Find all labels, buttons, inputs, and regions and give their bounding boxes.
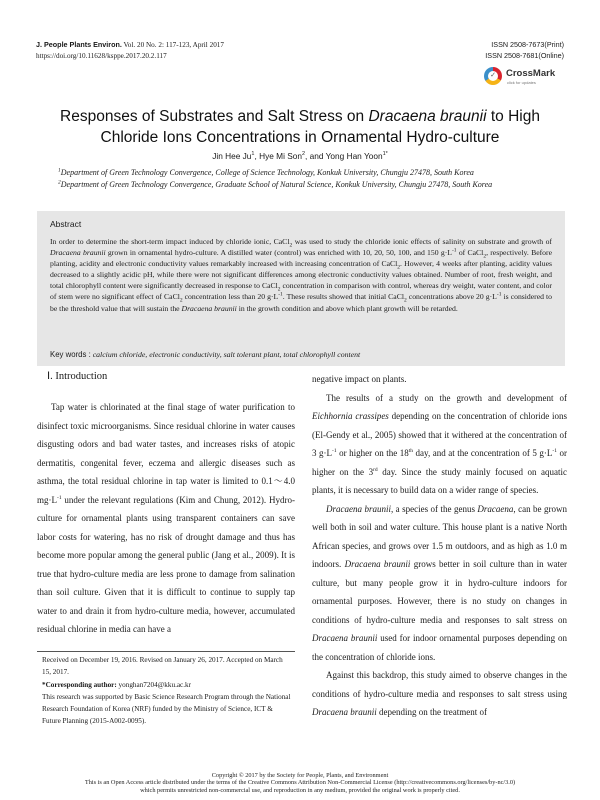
funding-note: This research was supported by Basic Science Research Program through the National Research Foundation of Korea (NRF) funded by the Ministry of Science, ICT & Future Planning (2015-A002-0095). <box>42 692 291 726</box>
abstract-heading: Abstract <box>50 219 82 229</box>
author-2: , Hye Mi Son <box>254 151 302 161</box>
affiliations <box>58 167 578 191</box>
footnote-divider <box>37 651 295 652</box>
journal-info: Vol. 20 No. 2: 117-123, April 2017 <box>123 41 224 49</box>
license-line-2: which permits unrestricted non-commercial use, and reproduction in any medium, provided the original work is properly cited. <box>140 786 460 794</box>
issn-online: ISSN 2508-7681(Online) <box>485 51 564 60</box>
doi-link[interactable]: https://doi.org/10.11628/ksppe.2017.20.2.117 <box>36 52 167 60</box>
paragraph: Dracaena braunii, a species of the genus Dracaena, can be grown well both in soil and water culture. This house plant is a native North African species, and grows over 1.5 m outdoors, and as high as 1.0 m indoors. Dracaena braunii grows better in soil culture than in water culture, but many people grow it in hydro-culture indoors for ornamental purposes. However, there is no study on changes in conditions of hydro-culture media and responses to salt stress on Dracaena braunii used for indoor ornamental purposes depending on the concentration of chloride ions. <box>312 503 567 662</box>
keywords-label: Key words : <box>50 350 91 359</box>
paragraph: Tap water is chlorinated at the final stage of water purification to disinfect toxic microorganisms. Since residual chlorine in water causes disgusting odors and bad water tastes, and increases risks of atopic dermatitis, congenital fever, eczema and allergic diseases such as asthma, the total residual chlorine in tap water is limited to 0.1～4.0 $mg\cdot L^{-1}$ under the relevant regulations (Kim and Chung, 2012). Hydro-culture for ornamental plants using transparent containers can save labor costs for watering, has no risk of drought damage and thus has become more popular among the general public (Jang et al., 2009). It is true that hydro-culture media are less prone to damage from salination than soil culture. Given that it is difficult to continue to supply tap water to and drain it from hydro-culture media, however, accumulated residual chlorine in media can have a <box>37 402 295 634</box>
received-dates: Received on December 19, 2016. Revised on January 26, 2017. Accepted on March 15, 2017. <box>42 656 283 677</box>
author-2-sup: 2 <box>301 151 306 158</box>
title-part2: to High <box>486 108 540 125</box>
issn-block <box>485 39 564 61</box>
affiliation-2: Department of Green Technology Convergence, Graduate School of Natural Science, Konkuk University, Chungju 27478, South Korea <box>60 180 493 189</box>
copyright: Copyright © 2017 by the Society for People, Plants, and Environment <box>211 772 389 779</box>
footnote <box>42 654 292 728</box>
crossmark-icon: ✓ <box>484 67 502 85</box>
section-number: Ⅰ. <box>47 371 53 382</box>
keywords-list: calcium chloride, electronic conductivity, salt tolerant plant, total chlorophyll content <box>92 350 361 359</box>
paragraph-continued: negative impact on plants. <box>312 374 407 384</box>
title-part1: Responses of Substrates and Salt Stress on <box>60 108 369 125</box>
corresponding-author: *Corresponding author: yonghan7204@kku.ac.kr <box>42 680 192 689</box>
issn-print: ISSN 2508-7673(Print) <box>491 40 564 49</box>
affiliation-1-sup: 1 <box>58 167 61 174</box>
section-title: Introduction <box>55 371 108 382</box>
page-footer <box>40 772 560 794</box>
keywords <box>50 350 360 359</box>
title-line2: Chloride Ions Concentrations in Ornamental Hydro-culture <box>100 129 500 146</box>
crossmark-sub: click for updates <box>507 80 536 85</box>
author-3: , and Yong Han Yoon <box>305 151 383 161</box>
right-column <box>312 370 567 722</box>
journal-name: J. People Plants Environ. <box>36 40 122 49</box>
license-line-1: This is an Open Access article distributed under the terms of the Creative Commons Attribution Non-Commercial License (http://creativecommons.org/licenses/by-nc/3.0) <box>84 779 516 787</box>
paragraph: Against this backdrop, this study aimed to observe changes in the conditions of hydro-culture media and responses to salt stress using Dracaena braunii depending on the treatment of <box>312 670 567 717</box>
crossmark-badge[interactable] <box>484 66 564 88</box>
author-3-sup: 1* <box>382 151 388 158</box>
author-1: Jin Hee Ju <box>212 151 252 161</box>
paper-title <box>20 106 580 148</box>
title-species: Dracaena braunii <box>368 108 487 125</box>
journal-header <box>36 39 224 62</box>
section-heading <box>47 370 107 382</box>
abstract-text: In order to determine the short-term impact induced by chloride ionic, CaCl$_2$ was used to study the chloride ionic effects of salinity on substrate and growth of Dracaena braunii grown in ornamental hydro-culture. A distilled water (control) was enriched with 10, 20, 50, 100, and 150 $g\cdot L^{-1}$ of CaCl$_2$, respectively. Before planting, acidity and electronic conductivity values remarkably increased with increasing concentration of CaCl$_2$. However, 4 weeks after planting, acidity values decreased to a slightly acidic pH, while there were not significant differences among electronic conductivity values obtained. Number of root, fresh weight, and total chlorophyll content were significantly decreased in response to CaCl$_2$ concentration in comparison with control, whereas dry weight, water content, and color of stem were no significant effect of CaCl$_2$ concentration less than 20 $g\cdot L^{-1}$. These results showed that initial CaCl$_2$ concentrations above 20 $g\cdot L^{-1}$ is considered to be the threshold value that will sustain the Dracaena braunii in the growth condition and above which plant growth will be retarded. <box>50 237 553 313</box>
affiliation-1: Department of Green Technology Convergence, College of Science Technology, Konkuk University, Chungju 27478, South Korea <box>60 168 474 177</box>
affiliation-2-sup: 2 <box>58 179 61 186</box>
paragraph: The results of a study on the growth and development of Eichhornia crassipes depending on the concentration of chloride ions (El-Gendy et al., 2005) showed that it withered at the concentration of 3 $g\cdot L^{-1}$ or higher on the 18th day, and at the concentration of 5 $g\cdot L^{-1}$ or higher on the 3rd day. Since the study mainly focused on aquatic plants, it is necessary to build data on a wider range of species. <box>312 392 568 495</box>
author-list <box>20 151 580 161</box>
left-column <box>37 398 295 639</box>
author-1-sup: 1 <box>251 151 255 158</box>
crossmark-label: CrossMark <box>506 68 556 79</box>
